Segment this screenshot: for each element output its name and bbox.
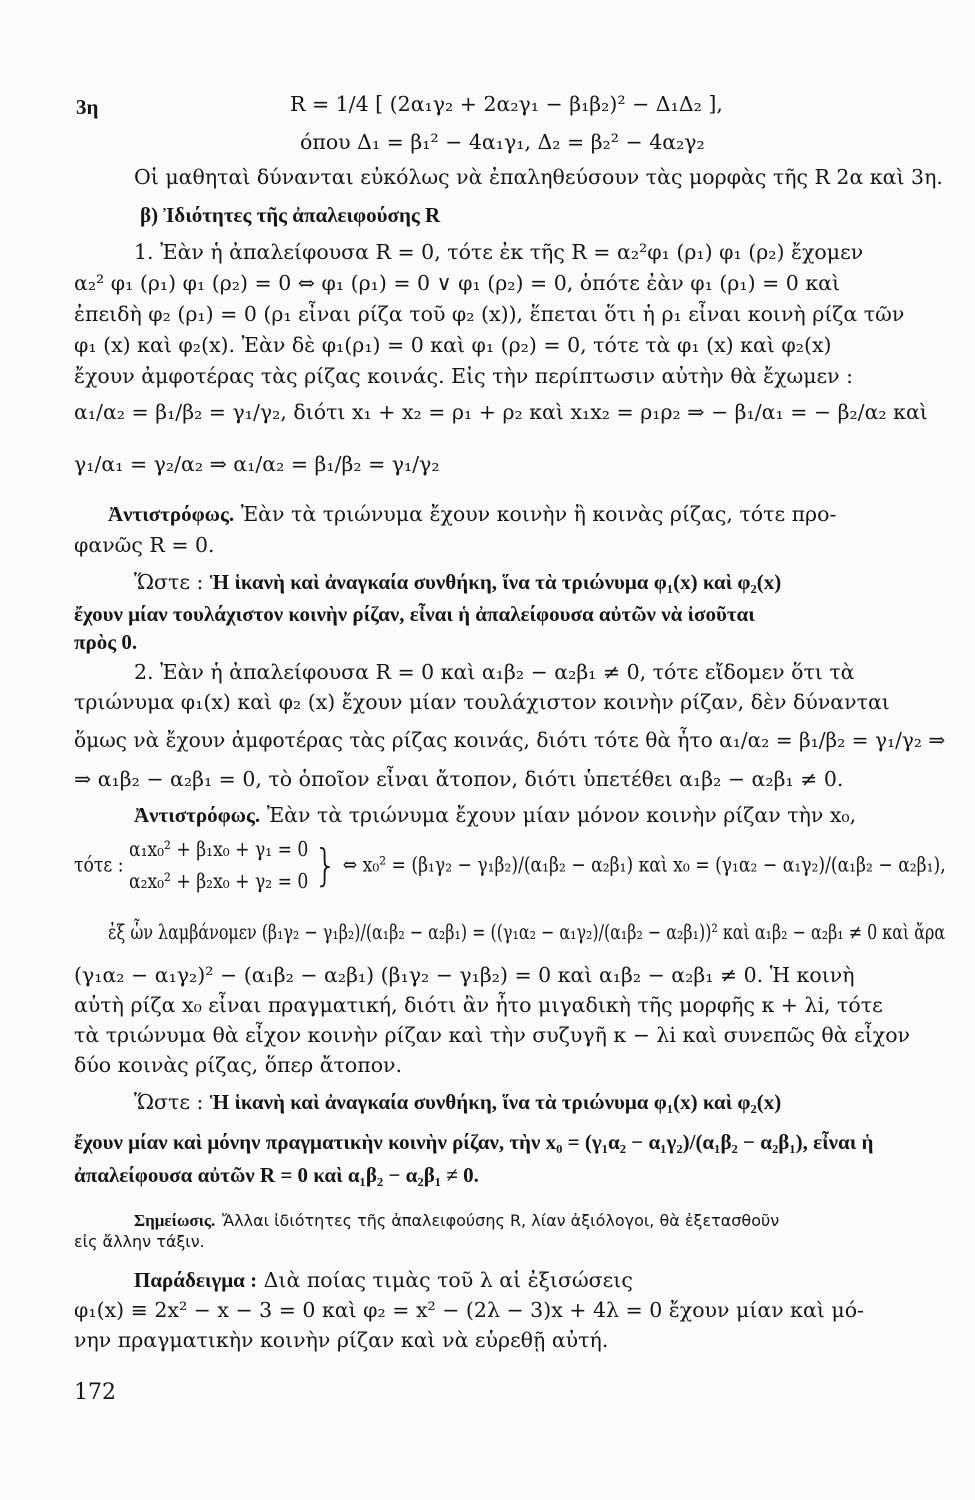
ratio-equation-2: γ₁/α₁ = γ₂/α₂ ⇒ α₁/α₂ = β₁/β₂ = γ₁/γ₂ [74,452,440,476]
note-line2: εἰς ἄλλην τάξιν. [74,1232,205,1251]
ratio-equation-1: α₁/α₂ = β₁/β₂ = γ₁/γ₂, διότι x₁ + x₂ = ρ₁ + ρ₂ καὶ x₁x₂ = ρ₁ρ₂ ⇒ − β₁/α₁ = − β₂/α₂ καὶ [74,400,928,424]
converse2-heading: Ἀντιστρόφως. [134,803,261,827]
property1-line3: ἐπειδὴ φ₂ (ρ₁) = 0 (ρ₁ εἶναι ρίζα τοῦ φ₂ (x)), ἕπεται ὅτι ἡ ρ₁ εἶναι κοινὴ ρίζα τῶν [74,302,905,326]
system-block [74,834,946,898]
delta-definitions: όπου Δ₁ = β₁² − 4α₁γ₁, Δ₂ = β₂² − 4α₂γ₂ [300,130,705,154]
example-line2: φ₁(x) ≡ 2x² − x − 3 = 0 καὶ φ₂ = x² − (2λ − 3)x + 4λ = 0 ἔχουν μίαν καὶ μό- [74,1298,864,1322]
page-number: 172 [74,1380,116,1405]
property1-line5: ἔχουν ἀμφοτέρας τὰς ρίζας κοινάς. Εἰς τὴν περίπτωσιν αὐτὴν θὰ ἔχωμεν : [74,364,854,388]
section-label: 3η [76,95,99,119]
property3-line2: αὐτὴ ρίζα x₀ εἶναι πραγματική, διότι ἂν ἦτο μιγαδικὴ τῆς μορφῆς κ + λi, τότε [74,993,883,1017]
property2-line3: ὅμως νὰ ἔχουν ἀμφοτέρας τὰς ρίζας κοινάς, διότι τότε θὰ ἦτο α₁/α₂ = β₁/β₂ = γ₁/γ₂ ⇒ [74,728,946,752]
theorem1-line2: ἔχουν μίαν τουλάχιστον κοινὴν ρίζαν, εἶναι ἡ ἀπαλείφουσα αὐτῶν νὰ ἰσοῦται [74,602,755,626]
property1-line2: α₂² φ₁ (ρ₁) φ₁ (ρ₂) = 0 ⇔ φ₁ (ρ₁) = 0 ∨ φ₁ (ρ₂) = 0, ὁπότε ἐὰν φ₁ (ρ₁) = 0 καὶ [74,271,841,295]
converse1-heading: Ἀντιστρόφως. [108,502,235,526]
converse2-text: Ἐὰν τὰ τριώνυμα ἔχουν μίαν μόνον κοινὴν ρίζαν τὴν x₀, [266,803,857,827]
property2-line4: ⇒ α₁β₂ − α₂β₁ = 0, τὸ ὁποῖον εἶναι ἄτοπον, διότι ὑπετέθει α₁β₂ − α₂β₁ ≠ 0. [74,767,844,791]
obtain-equation: ἐξ ὧν λαμβάνομεν (β₁γ₂ − γ₁β₂)/(α₁β₂ − α₂β₁) = ((γ₁α₂ − α₁γ₂)/(α₁β₂ − α₂β₁))² καὶ α₁β₂ − α₂β₁ ≠ 0 καὶ ἄρα [108,920,946,944]
students-remark: Οἱ μαθηταὶ δύνανται εὐκόλως νὰ ἐπαληθεύσουν τὰς μορφὰς τῆς R 2α καὶ 3η. [134,165,943,189]
theorem1-line3: πρὸς 0. [74,630,138,654]
theorem1-text-1: Ἡ ἱκανὴ καὶ ἀναγκαία συνθήκη, ἵνα τὰ τριώνυμα φ₁(x) καὶ φ₂(x) [209,570,782,594]
converse1-line1 [108,502,836,527]
note-line1 [134,1207,779,1232]
converse1-text: Ἐὰν τὰ τριώνυμα ἔχουν κοινὴν ἢ κοινὰς ρίζας, τότε προ- [240,502,837,526]
property1-line1: 1. Ἐὰν ἡ ἀπαλείφουσα R = 0, τότε ἐκ τῆς R = α₂²φ₁ (ρ₁) φ₁ (ρ₂) ἔχομεν [134,240,864,264]
property1-line4: φ₁ (x) καὶ φ₂(x). Ἐὰν δὲ φ₁(ρ₁) = 0 καὶ φ₁ (ρ₂) = 0, τότε τὰ φ₁ (x) καὶ φ₂(x) [74,333,832,357]
note-heading: Σημείωσις. [134,1211,216,1230]
converse2-line1 [134,803,856,828]
property3-line3: τὰ τριώνυμα θὰ εἶχον κοινὴν ρίζαν καὶ τὴν συζυγῆ κ − λi καὶ συνεπῶς θὰ εἶχον [74,1023,910,1047]
property2-line1: 2. Ἐὰν ἡ ἀπαλείφουσα R = 0 καὶ α₁β₂ − α₂β₁ ≠ 0, τότε εἴδομεν ὅτι τὰ [134,660,855,684]
theorem2-line1 [134,1090,781,1115]
theorem2-intro: Ὥστε : [134,1090,204,1114]
theorem2-text-1: Ἡ ἱκανὴ καὶ ἀναγκαία συνθήκη, ἵνα τὰ τριώνυμα φ₁(x) καὶ φ₂(x) [209,1090,782,1114]
system-eq2: α₂x₀² + β₂x₀ + γ₂ = 0 [128,868,309,893]
theorem2-line2: ἔχουν μίαν καὶ μόνην πραγματικὴν κοινὴν ρίζαν, τὴν x₀ = (γ₁α₂ − α₁γ₂)/(α₁β₂ − α₂β₁), εἶναι ἡ [74,1130,874,1154]
resultant-formula: R = 1/4 [ (2α₁γ₂ + 2α₂γ₁ − β₁β₂)² − Δ₁Δ₂ ], [290,92,723,116]
theorem1-intro: Ὥστε : [134,570,204,594]
property3-line4: δύο κοινὰς ρίζας, ὅπερ ἄτοπον. [74,1053,403,1077]
note-text: Ἄλλαι ἰδιότητες τῆς ἀπαλειφούσης R, λίαν ἀξιόλογοι, θὰ ἐξετασθοῦν [221,1211,780,1230]
section-heading-properties: β) Ἰδιότητες τῆς ἀπαλειφούσης R [140,203,441,227]
system-brace: } [313,839,338,891]
theorem1-line1 [134,570,781,595]
example-line3: νην πραγματικὴν κοινὴν ρίζαν καὶ νὰ εὑρεθῇ αὐτή. [74,1328,609,1352]
converse1-line2: φανῶς R = 0. [74,533,215,557]
system-equations [129,834,308,898]
theorem2-line3: ἀπαλείφουσα αὐτῶν R = 0 καὶ α₁β₂ − α₂β₁ ≠ 0. [74,1163,479,1187]
example-text: Διὰ ποίας τιμὰς τοῦ λ αἱ ἐξισώσεις [263,1268,633,1292]
property3-line1: (γ₁α₂ − α₁γ₂)² − (α₁β₂ − α₂β₁) (β₁γ₂ − γ₁β₂) = 0 καὶ α₁β₂ − α₂β₁ ≠ 0. Ἡ κοινὴ [74,963,855,987]
system-result: ⇔ x₀² = (β₁γ₂ − γ₁β₂)/(α₁β₂ − α₂β₁) καὶ x₀ = (γ₁α₂ − α₁γ₂)/(α₁β₂ − α₂β₁), [342,852,946,877]
system-eq1: α₁x₀² + β₁x₀ + γ₁ = 0 [128,837,309,861]
property2-line2: τριώνυμα φ₁(x) καὶ φ₂ (x) ἔχουν μίαν τουλάχιστον κοινὴν ρίζαν, δὲν δύνανται [74,690,890,714]
example-line1 [134,1268,633,1293]
example-heading: Παράδειγμα : [134,1268,258,1292]
system-lead: τότε : [74,852,124,877]
